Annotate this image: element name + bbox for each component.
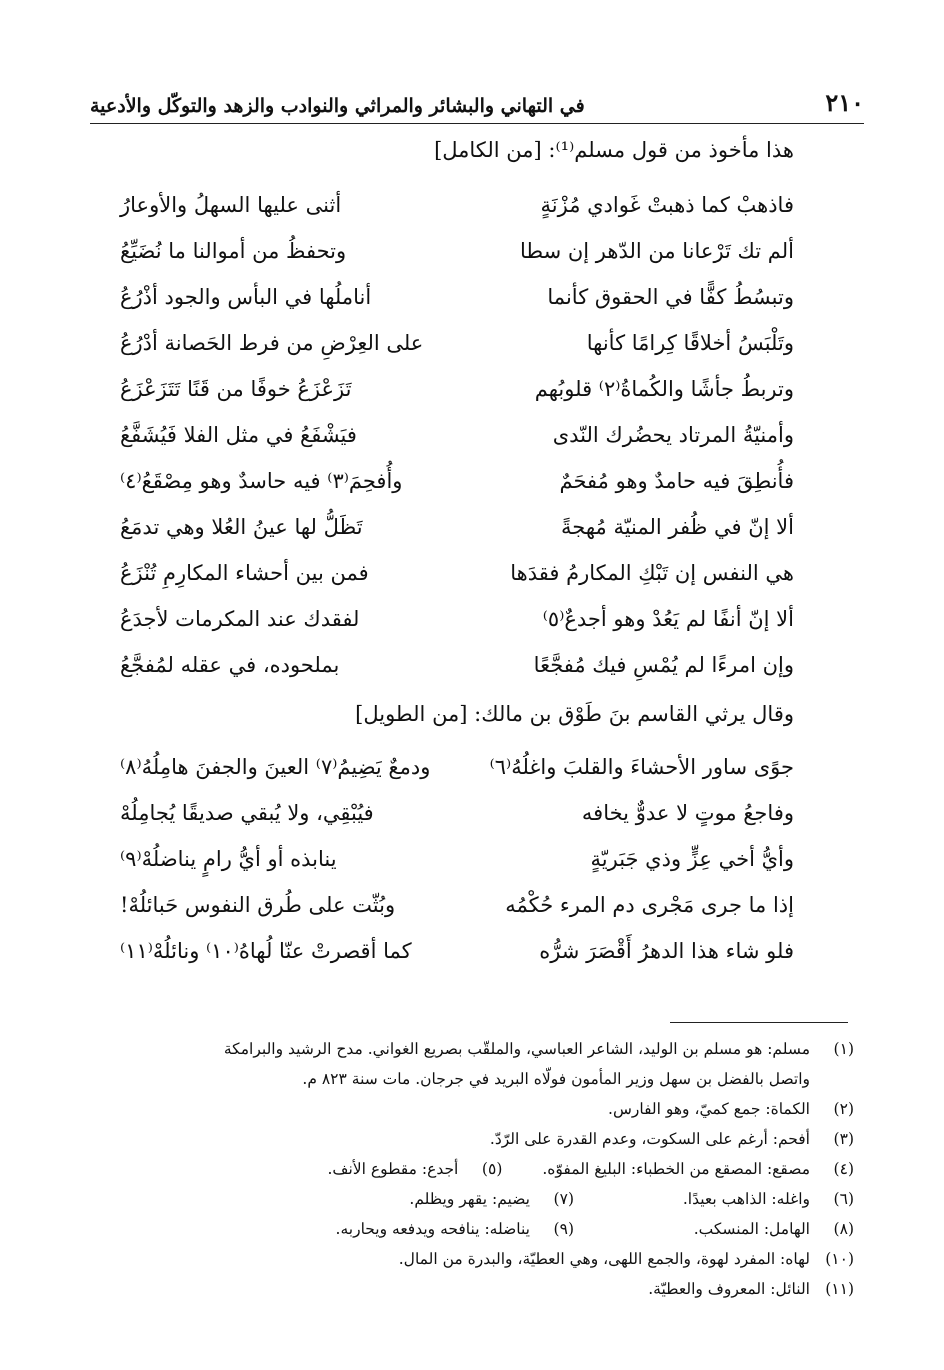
verse (120, 182, 794, 228)
hemistich-second: فيَشْفَعُ في مثل الفلا فَيُشَفَّعُ (120, 423, 357, 447)
hemistich-first: وتبسُطُ كفًّا في الحقوق كأنما (547, 285, 794, 309)
verse (120, 550, 794, 596)
footnote-text: النائل: المعروف والعطيّة. (648, 1280, 810, 1298)
hemistich-first: فاذهبْ كما ذهبتْ غَوادي مُزْنَةٍ (540, 193, 794, 217)
hemistich-first: فلو شاء هذا الدهرُ أَقْصَرَ شرُّه (539, 939, 794, 963)
footnote-pair (90, 1184, 854, 1214)
footnotes (90, 1034, 854, 1304)
verse (120, 320, 794, 366)
footnote-text: يضيم: يقهر ويظلم. (409, 1190, 530, 1208)
verse (120, 642, 794, 688)
footnote-number: (٥) (481, 1160, 503, 1178)
verse (120, 836, 794, 882)
footnote-text: واتصل بالفضل بن سهل وزير المأمون فولّاه البريد في جرجان. مات سنة ٨٢٣ م. (302, 1070, 810, 1088)
page-header (90, 84, 864, 124)
footnote-rule (670, 1022, 848, 1023)
footnote (90, 1034, 854, 1064)
footnote-pair (90, 1154, 854, 1184)
verse (120, 928, 794, 974)
footnote-number: (٨) (833, 1220, 854, 1238)
hemistich-second: فيُبْقِي، ولا يُبقي صديقًا يُجامِلُهْ (120, 801, 374, 825)
hemistich-first: ألم تك تَرْعانا من الدّهر إن سطا (519, 239, 794, 263)
footnote-text: مسلم: هو مسلم بن الوليد، الشاعر العباسي، والملقّب بصريع الغواني. مدح الرشيد والبرامكة (223, 1040, 810, 1058)
hemistich-second: فمن بين أحشاء المكارِمِ تُنْزَعُ (120, 561, 369, 585)
hemistich-second: ودمعٌ يَضِيمُ⁽٧⁾ العينَ والجفنَ هامِلُهُ⁽٨⁾ (120, 755, 431, 779)
footnote-text: لهاه: المفرد لهوة، والجمع اللهى، وهي العطيّة، والبدرة من المال. (398, 1250, 810, 1268)
hemistich-second: أثنى عليها السهلُ والأوعارُ (120, 193, 342, 217)
hemistich-first: جوًى ساور الأحشاءَ والقلبَ واغلُهُ⁽٦⁾ (489, 755, 794, 779)
page-number: ٢١٠ (825, 88, 864, 117)
footnote (90, 1094, 854, 1124)
verse (120, 744, 794, 790)
verse (120, 504, 794, 550)
footnote-text: الكماة: جمع كميّ، وهو الفارس. (608, 1100, 810, 1118)
hemistich-second: على العِرْضِ من فرط الحَصانة أدْرُعُ (120, 331, 424, 355)
footnote-number: (١١) (825, 1280, 854, 1298)
footnote-text: الهامل: المنسكب. (693, 1220, 810, 1238)
hemistich-second: وبُثّت على طُرق النفوس حَبائلُهْ! (120, 893, 396, 917)
verse (120, 274, 794, 320)
hemistich-first: إذا ما جرى مَجْرى دم المرء حُكْمُه (505, 893, 794, 917)
hemistich-second: بملحوده، في عقله لمُفجَّعُ (120, 653, 340, 677)
footnote-number: (٢) (833, 1100, 854, 1118)
verse (120, 458, 794, 504)
footnote-text: أجدع: مقطوع الأنف. (327, 1160, 459, 1178)
footnote-number: (٦) (833, 1190, 854, 1208)
hemistich-first: فأُنطِقَ فيه حامدٌ وهو مُفحَمٌ (559, 469, 794, 493)
footnote-number: (٤) (833, 1160, 854, 1178)
hemistich-first: وتَلْبَسُ أخلاقًا كِرامًا كأنها (586, 331, 794, 355)
hemistich-second: لفقدك عند المكرمات لأجدَعُ (120, 607, 360, 631)
hemistich-first: وتربطُ جأشًا والكُماةُ⁽٢⁾ قلوبُهم (534, 377, 794, 401)
footnote (90, 1244, 854, 1274)
footnote-number: (٣) (833, 1130, 854, 1148)
hemistich-second: وأُفحِمَ⁽٣⁾ فيه حاسدٌ وهو مِصْقَعُ⁽٤⁾ (120, 469, 403, 493)
footnote-text: يناضله: ينافحه ويدفعه ويحاربه. (335, 1220, 530, 1238)
footnote-text: واغله: الذاهب بعيدًا. (682, 1190, 810, 1208)
footnote-continuation (90, 1064, 854, 1094)
hemistich-first: وأمنيّةُ المرتاد يحضُرك النّدى (552, 423, 794, 447)
verse (120, 412, 794, 458)
hemistich-second: وتحفظُ من أموالنا ما نُضَيِّعُ (120, 239, 347, 263)
hemistich-first: وإن امرءًا لم يُمْسِ فيك مُفجَّعًا (533, 653, 794, 677)
footnote (90, 1274, 854, 1304)
hemistich-second: كما أقصرتْ عنّا لُهاهُ⁽١٠⁾ ونائلُهْ⁽١١⁾ (120, 939, 412, 963)
footnote (90, 1124, 854, 1154)
hemistich-second: أناملُها في البأس والجود أذْرُعُ (120, 285, 372, 309)
hemistich-first: ألا إنّ أنفًا لم يَعُدْ وهو أجدعٌ⁽٥⁾ (542, 607, 794, 631)
running-title: في التهاني والبشائر والمراثي والنوادب والزهد والتوكّل والأدعية (90, 95, 585, 117)
verse (120, 366, 794, 412)
verse (120, 882, 794, 928)
hemistich-second: ينابذه أو أيُّ رامٍ يناضلُهْ⁽٩⁾ (120, 847, 337, 871)
intro-line-1: هذا مأخوذ من قول مسلم⁽¹⁾: [من الكامل] (434, 138, 794, 162)
footnote-number: (١) (833, 1040, 854, 1058)
verse (120, 228, 794, 274)
footnote-pair (90, 1214, 854, 1244)
intro-line-2: وقال يرثي القاسم بنَ طَوْق بن مالك: [من الطويل] (355, 702, 794, 726)
hemistich-second: تَظَلُّ لها عينُ العُلا وهي تدمَعُ (120, 515, 363, 539)
hemistich-second: تَزَعْزَعُ خوفًا من قَنًا تَتَزَعْزَعُ (120, 377, 352, 401)
footnote-text: مصقع: المصقع من الخطباء: البليغ المفوّه. (542, 1160, 810, 1178)
verse (120, 596, 794, 642)
hemistich-first: وفاجعُ موتٍ لا عدوٌّ يخافه (581, 801, 794, 825)
hemistich-first: ألا إنّ في ظُفر المنيّة مُهجةً (561, 515, 794, 539)
footnote-number: (١٠) (825, 1250, 854, 1268)
hemistich-first: وأيُّ أخي عِزٍّ وذي جَبَريّةٍ (590, 847, 794, 871)
footnote-number: (٧) (553, 1190, 574, 1208)
footnote-number: (٩) (553, 1220, 574, 1238)
footnote-text: أفحم: أرغم على السكوت، وعدم القدرة على الرّدّ. (489, 1130, 810, 1148)
hemistich-first: هي النفس إن تَبْكِ المكارمُ فقدَها (510, 561, 794, 585)
verse (120, 790, 794, 836)
